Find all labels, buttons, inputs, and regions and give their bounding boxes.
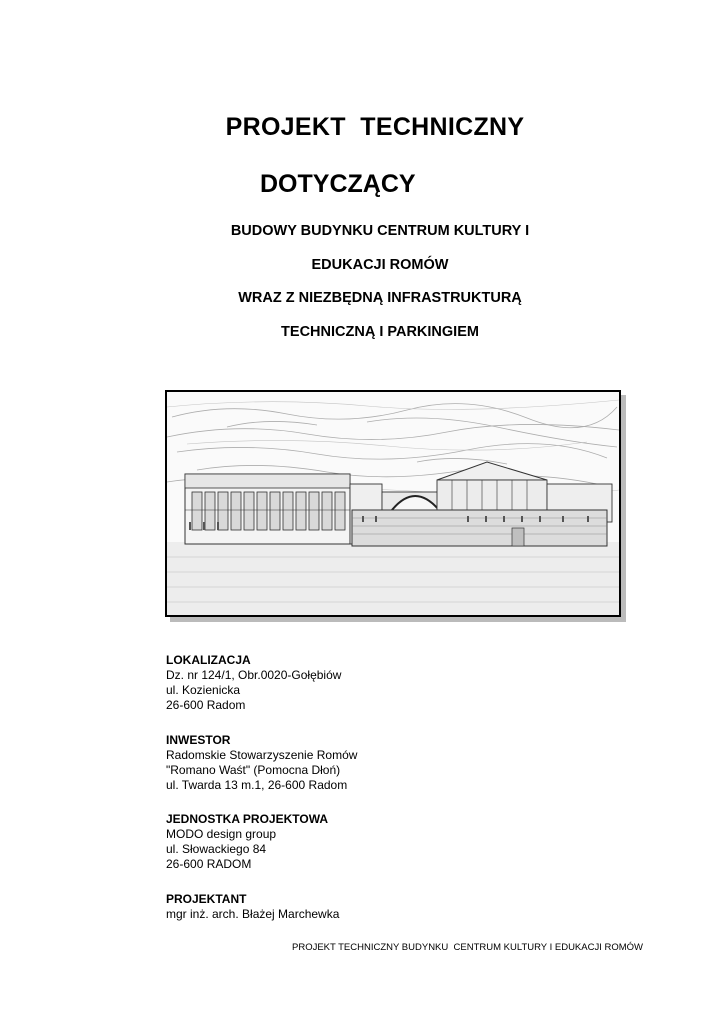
section-line: ul. Kozienicka bbox=[166, 683, 241, 697]
section-heading: PROJEKTANT bbox=[166, 892, 247, 906]
section-projektant bbox=[166, 892, 339, 922]
section-line: 26-600 Radom bbox=[166, 698, 246, 712]
section-line: Dz. nr 124/1, Obr.0020-Gołębiów bbox=[166, 668, 342, 682]
section-line: 26-600 RADOM bbox=[166, 857, 252, 871]
section-line: ul. Twarda 13 m.1, 26-600 Radom bbox=[166, 778, 348, 792]
section-jednostka-projektowa bbox=[166, 812, 328, 872]
section-heading: JEDNOSTKA PROJEKTOWA bbox=[166, 812, 329, 826]
subtitle-line-2: EDUKACJI ROMÓW bbox=[311, 257, 449, 273]
section-heading: INWESTOR bbox=[166, 733, 231, 747]
subtitle-line-1: BUDOWY BUDYNKU CENTRUM KULTURY I bbox=[230, 223, 530, 239]
section-heading: LOKALIZACJA bbox=[166, 653, 251, 667]
section-line: ul. Słowackiego 84 bbox=[166, 842, 267, 856]
subtitle-line-3: WRAZ Z NIEZBĘDNĄ INFRASTRUKTURĄ bbox=[238, 290, 522, 306]
section-line: MODO design group bbox=[166, 827, 277, 841]
section-line: "Romano Waśt" (Pomocna Dłoń) bbox=[166, 763, 341, 777]
section-inwestor bbox=[166, 733, 357, 793]
section-lokalizacja bbox=[166, 653, 341, 713]
section-line: mgr inż. arch. Błażej Marchewka bbox=[166, 907, 340, 921]
title-line-2: DOTYCZĄCY bbox=[260, 170, 416, 198]
title-line-1: PROJEKT TECHNICZNY bbox=[225, 113, 525, 141]
section-line: Radomskie Stowarzyszenie Romów bbox=[166, 748, 358, 762]
subtitle-line-4: TECHNICZNĄ I PARKINGIEM bbox=[281, 324, 479, 340]
page-footer: PROJEKT TECHNICZNY BUDYNKU CENTRUM KULTURY I EDUKACJI ROMÓW bbox=[292, 942, 644, 953]
building-sketch-image bbox=[165, 390, 621, 617]
